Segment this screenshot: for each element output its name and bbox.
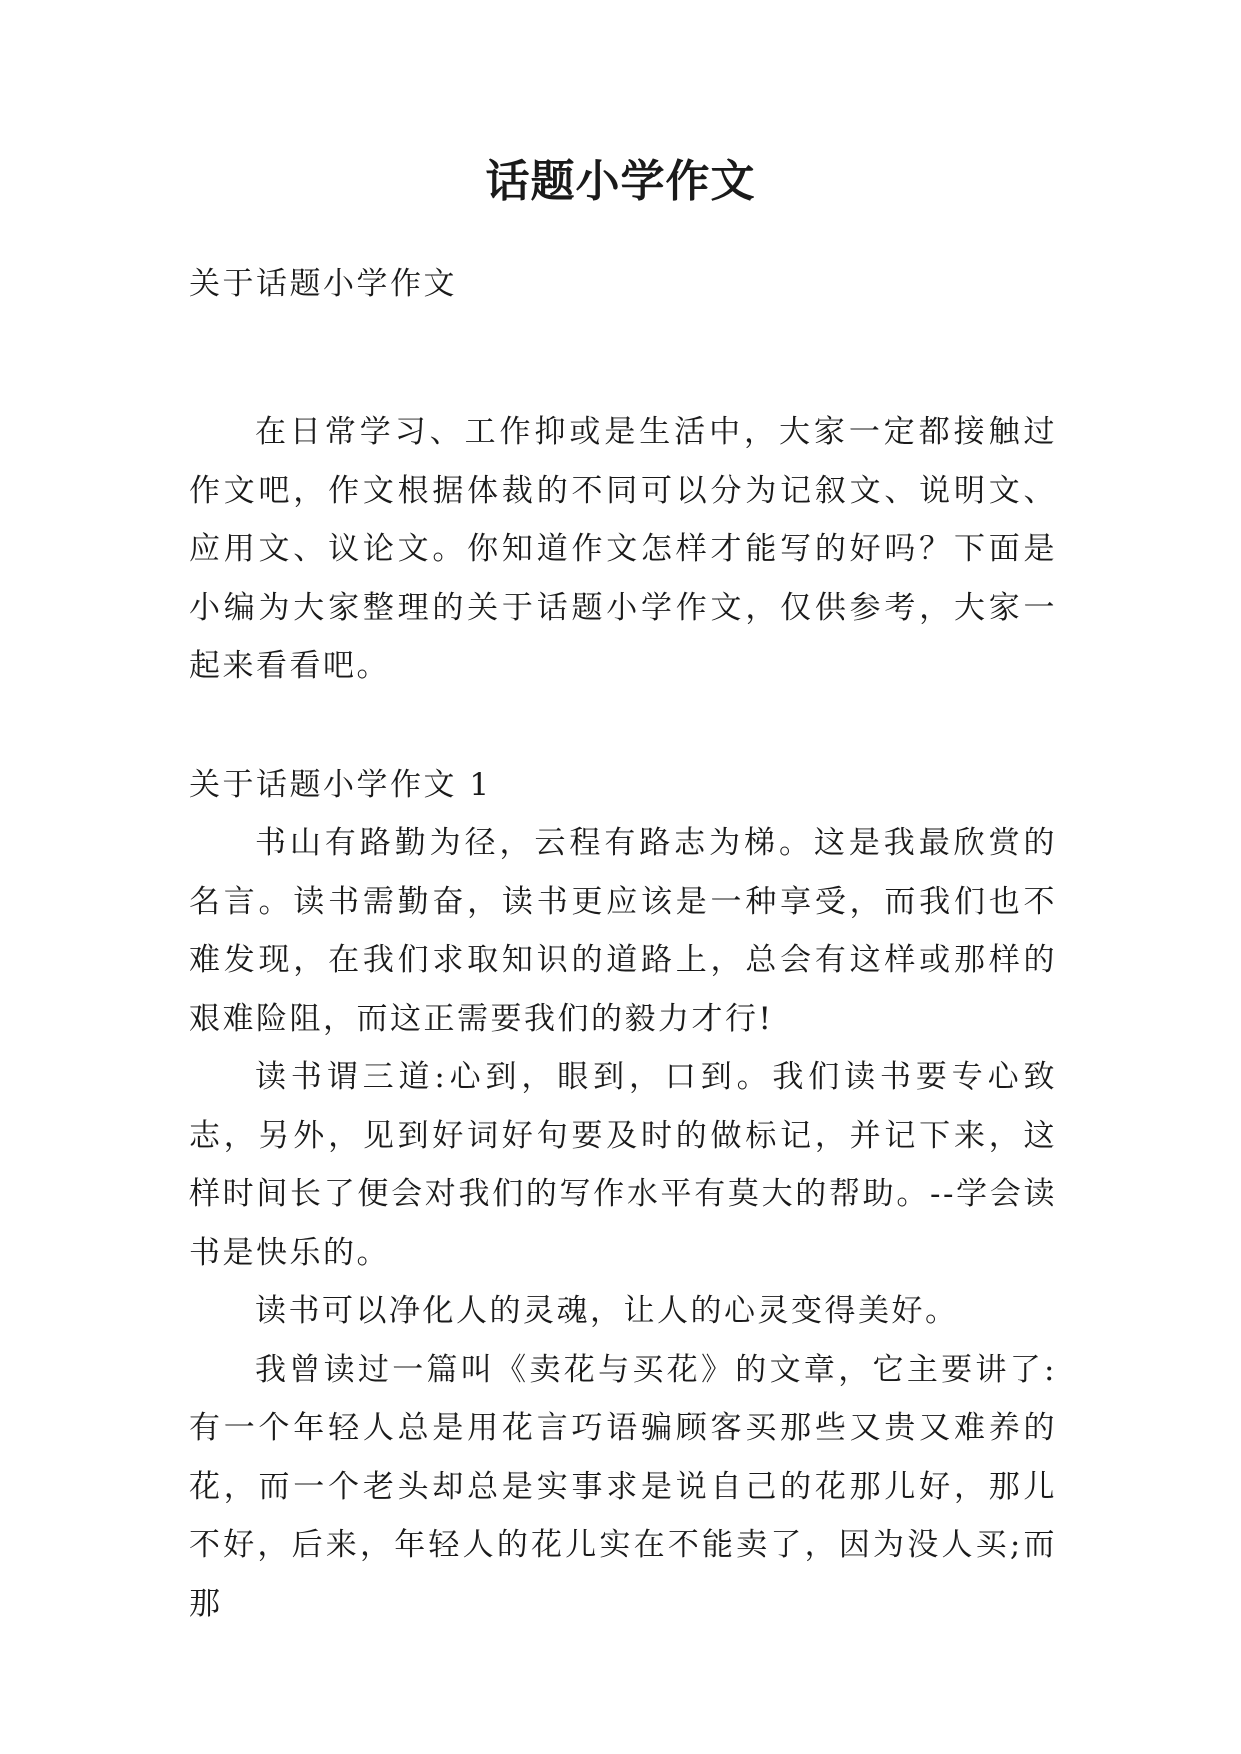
body-paragraph: 读书谓三道:心到，眼到，口到。我们读书要专心致志，另外，见到好词好句要及时的做标记，并记下来，这样时间长了便会对我们的写作水平有莫大的帮助。--学会读书是快乐的。 <box>189 1059 1057 1271</box>
section-body <box>189 814 1057 1633</box>
body-paragraph: 读书可以净化人的灵魂，让人的心灵变得美好。 <box>255 1293 959 1329</box>
body-paragraph: 书山有路勤为径，云程有路志为梯。这是我最欣赏的名言。读书需勤奋，读书更应该是一种享受，而我们也不难发现，在我们求取知识的道路上，总会有这样或那样的艰难险阻，而这正需要我们的毅力才行! <box>189 825 1057 1037</box>
section-heading: 关于话题小学作文 1 <box>189 767 492 803</box>
body-paragraph: 我曾读过一篇叫《卖花与买花》的文章，它主要讲了:有一个年轻人总是用花言巧语骗顾客买那些又贵又难养的花，而一个老头却总是实事求是说自己的花那儿好，那儿不好，后来，年轻人的花儿实在不能卖了，因为没人买;而那 <box>189 1351 1057 1622</box>
document-title: 话题小学作文 <box>485 156 756 207</box>
document-subtitle: 关于话题小学作文 <box>189 266 457 302</box>
intro-paragraph: 在日常学习、工作抑或是生活中，大家一定都接触过作文吧，作文根据体裁的不同可以分为记叙文、说明文、应用文、议论文。你知道作文怎样才能写的好吗？下面是小编为大家整理的关于话题小学作文，仅供参考，大家一起来看看吧。 <box>189 414 1057 684</box>
